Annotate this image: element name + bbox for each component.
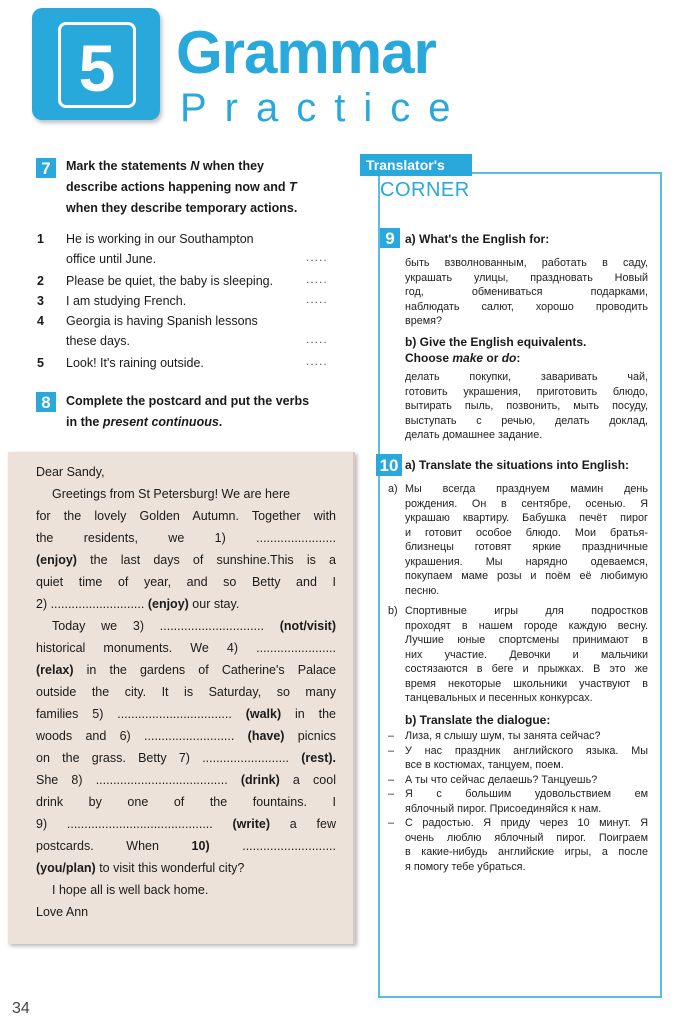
exercise-10b-marker: b) bbox=[388, 605, 398, 617]
answer-blank[interactable]: ..... bbox=[306, 354, 328, 368]
answer-blank[interactable]: ..... bbox=[306, 292, 328, 306]
translators-corner-title: CORNER bbox=[380, 179, 470, 201]
dialogue-line: – У нас праздник английского языка. Мы все в костюмах, танцуем, поем. bbox=[388, 744, 648, 771]
dialogue-line: – С радостью. Я приду через 10 минут. Я очень люблю яблочный пирог. Поиграем в какие-нибудь английские игры, а после я помогу тебе убраться. bbox=[388, 817, 648, 873]
dialogue-line: – Я с большим удовольствием ем яблочный пирог. Присоединяйся к нам. bbox=[388, 788, 648, 815]
exercise-10-dialogue bbox=[388, 729, 648, 874]
unit-number-badge bbox=[32, 8, 160, 120]
postcard-signoff: Love Ann bbox=[36, 905, 89, 919]
postcard-greeting: Dear Sandy, bbox=[36, 465, 105, 479]
exercise-8-instruction: Complete the postcard and put the verbs in the present continuous. bbox=[66, 394, 310, 429]
answer-blank[interactable]: ..... bbox=[306, 272, 328, 286]
exercise-10-number: 10 bbox=[376, 454, 402, 476]
list-item: 2 Please be quiet, the baby is sleeping. ..... bbox=[37, 272, 328, 288]
exercise-9a-label: a) What's the English for: bbox=[405, 232, 550, 246]
page-number: 34 bbox=[12, 1000, 30, 1017]
exercise-9b-text: делать покупки, заваривать чай, готовить украшения, приготовить блюдо, вытирать пыль, позвонить, мыть посуду, выступать с речью, делать доклад, делать домашнее задание. bbox=[405, 371, 648, 441]
exercise-7-list bbox=[30, 229, 330, 373]
page-title: Grammar bbox=[176, 19, 436, 86]
exercise-10a-text: Мы всегда празднуем мамин день рождения. Он в сентябре, осенью. Я украшаю квартиру. Бабушка печёт пирог и готовит особое блюдо. Мои братья- близнецы готовят яркие праздничные украшения. Мы нарядно одеваемся, покупаем маме розы и поём её любимую песню. bbox=[405, 483, 648, 597]
exercise-10a-label: a) Translate the situations into English: bbox=[405, 458, 630, 472]
exercise-9a-text: быть взволнованным, работать в саду, украшать улицы, праздновать Новый год, обмениваться подарками, наблюдать салют, хорошо проводить время? bbox=[405, 257, 648, 327]
answer-blank[interactable]: ..... bbox=[306, 332, 328, 346]
answer-blank[interactable]: ..... bbox=[306, 250, 328, 264]
translators-corner-badge: Translator's bbox=[360, 154, 472, 176]
list-item: 4 Georgia is having Spanish lessons these days. ..... bbox=[37, 314, 328, 348]
exercise-9b-label: b) Give the English equivalents. Choose make or do: bbox=[405, 335, 587, 365]
dialogue-line: – Лиза, я слышу шум, ты занята сейчас? bbox=[388, 730, 601, 742]
exercise-10-dialogue-label: b) Translate the dialogue: bbox=[405, 713, 551, 727]
exercise-7-number: 7 bbox=[36, 158, 56, 178]
page-subtitle: Practice bbox=[180, 86, 469, 130]
dialogue-line: – А ты что сейчас делаешь? Танцуешь? bbox=[388, 773, 598, 786]
list-item: 3 I am studying French. ..... bbox=[37, 292, 328, 308]
unit-number: 5 bbox=[58, 22, 136, 108]
list-item: 1 He is working in our Southampton office until June. ..... bbox=[37, 232, 328, 266]
list-item: 5 Look! It's raining outside. ..... bbox=[37, 354, 328, 370]
postcard: Dear Sandy, Greetings from St Petersburg! We are here for the lovely Golden Autumn. Together with the residents, we 1) ....................... (enjoy) the last days of sunshine.This is a quiet time of year, and so Betty and I 2) ........................... (enjoy) our stay. Today we 3) .............................. (not/visit) historical monuments. We 4) ....................... (relax) in the gardens of Catherine's Palace outside the city. It is Saturday, so many families 5) ................................. (walk) in the woods and 6) .......................... (have) picnics on the grass. Betty 7) ......................... (rest). She 8) ...................................... (drink) a cool drink by one of the fountains. I 9) .......................................... (write) a few postcards. When 10) ........................... (you/plan) to visit this wonderful city? I hope all is well back home. Love Ann bbox=[8, 452, 355, 944]
exercise-10b-text: Спортивные игры для подростков проходят в нашем городе каждую весну. Лучшие юные спортсмены принимают в них участие. Девочки и мальчики состязаются в беге и прыжках. В это же время некоторые школьники участвуют в танцевальных и песенных конкурсах. bbox=[405, 605, 648, 704]
exercise-9-number: 9 bbox=[380, 228, 400, 248]
exercise-7-instruction: Mark the statements N when they describe actions happening now and T when they describe temporary actions. bbox=[66, 159, 298, 215]
exercise-8-number: 8 bbox=[36, 392, 56, 412]
exercise-10a-marker: a) bbox=[388, 483, 398, 495]
